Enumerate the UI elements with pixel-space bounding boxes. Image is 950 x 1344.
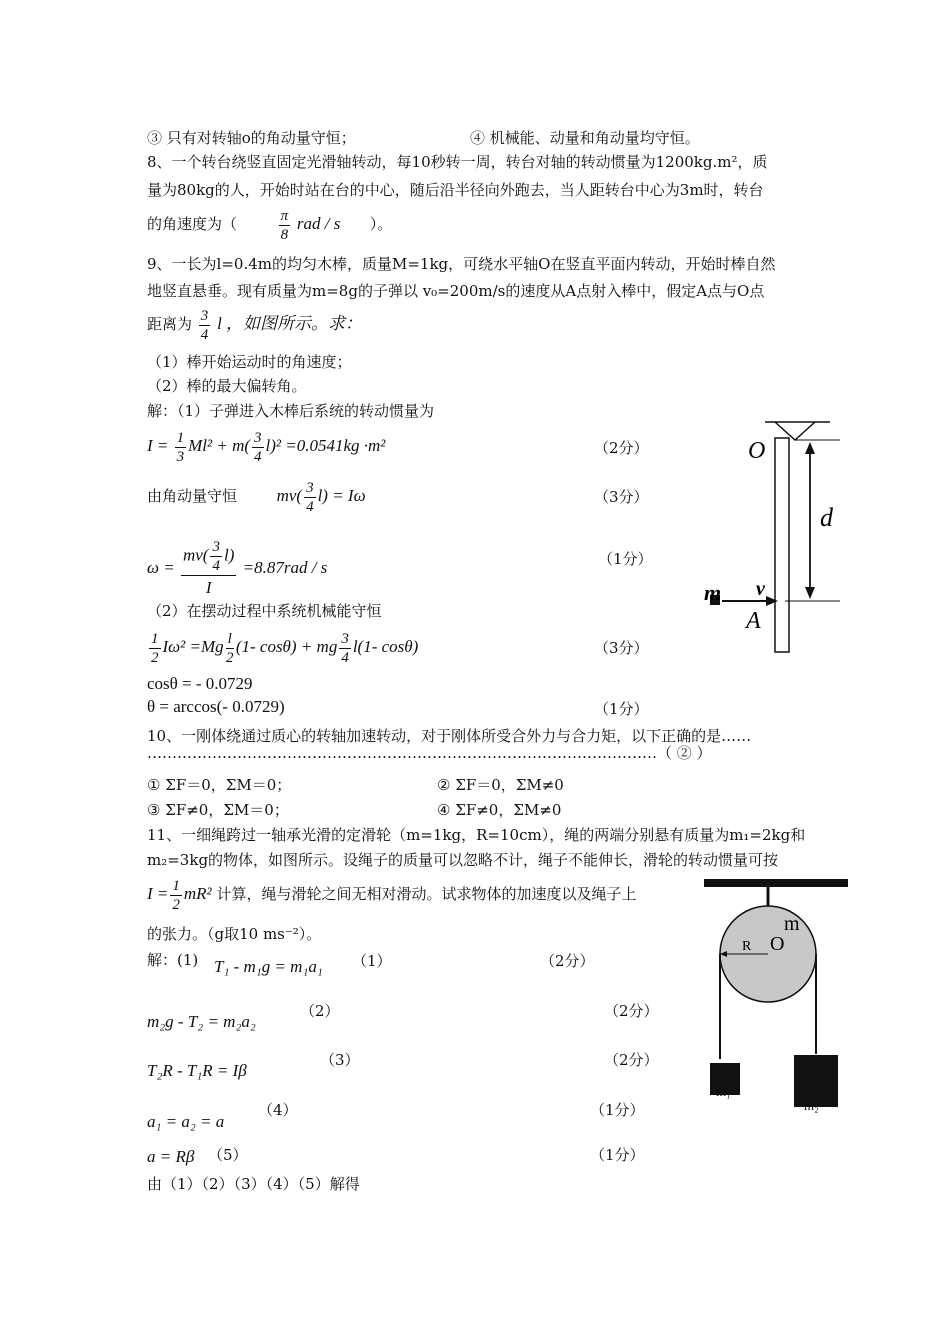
score-eq1: （2分） xyxy=(594,439,649,457)
score-q11-4: （1分） xyxy=(590,1101,645,1119)
eq-q11-3: T₂R - T₁R = Iβ xyxy=(147,1061,247,1080)
eq-q11-2: m₂g - T₂ = m₂a₂ xyxy=(147,1012,256,1031)
eq-q11-1: T₁ - m₁g = m₁a₁ xyxy=(214,957,323,976)
label-R: R xyxy=(742,939,752,954)
score-q11-3: （2分） xyxy=(604,1051,659,1069)
q10-option-1: ① ΣF＝0，ΣM＝0； xyxy=(147,776,292,794)
q10-option-3: ③ ΣF≠0，ΣM＝0； xyxy=(147,801,289,819)
q9-part-2-heading: （2）在摆动过程中系统机械能守恒 xyxy=(147,602,382,620)
label-m2: m₂ xyxy=(804,1098,819,1113)
label-O: O xyxy=(748,438,766,464)
eq-theta: θ = arccos(- 0.0729) xyxy=(147,697,285,716)
option-3-q7: ③ 只有对转轴o的角动量守恒； xyxy=(147,129,356,147)
eq-q11-5-number: （5） xyxy=(208,1146,248,1164)
score-eq2: （3分） xyxy=(594,488,649,506)
eq-energy-conservation: $\frac{1}{2}$ Iω² =Mg $\frac{l}{2}$ (1- cosθ) + mg $\frac{3}{4}$ l(1- cosθ) xyxy=(151,630,419,666)
label-m1: m₁ xyxy=(716,1084,731,1099)
score-eq3: （1分） xyxy=(598,550,653,568)
eq-angular-velocity: ω = mv( $\frac{3}{4}$ l) I =8.87rad / s xyxy=(147,539,328,598)
q9-line-2: 地竖直悬垂。现有质量为m=8g的子弹以 v₀=200m/s的速度从A点射入棒中，假定A点与O点 xyxy=(147,282,765,300)
q11-line-1: 11、一细绳跨过一轴承光滑的定滑轮（m=1kg，R=10cm），绳的两端分别悬有质量为m₁=2kg和 xyxy=(147,826,806,844)
q8-line-2: 量为80kg的人，开始时站在台的中心，随后沿半径向外跑去，当人距转台中心为3m时，转台 xyxy=(147,181,764,199)
arrow-head-up xyxy=(805,442,815,454)
ceiling-bar xyxy=(704,879,848,887)
arrow-head-down xyxy=(805,587,815,599)
eq-angular-momentum: 由角动量守恒 mv( $\frac{3}{4}$ l) = Iω xyxy=(147,479,366,515)
q9-solution-intro: 解：（1）子弹进入木棒后系统的转动惯量为 xyxy=(147,402,435,420)
q10-option-4: ④ ΣF≠0，ΣM≠0 xyxy=(437,801,562,819)
q11-line-2: m₂=3kg的物体，如图所示。设绳子的质量可以忽略不计，绳子不能伸长，滑轮的转动惯量可按 xyxy=(147,851,779,869)
label-A: A xyxy=(746,608,761,634)
q9-line-3: 距离为 $\frac{3}{4}$ l ，如图所示。求： xyxy=(147,307,363,343)
score-q11-5: （1分） xyxy=(590,1146,645,1164)
rod-bullet-figure xyxy=(700,412,850,662)
eq-q11-4: a₁ = a₂ = a xyxy=(147,1112,225,1131)
label-m: m xyxy=(704,580,722,605)
eq-q11-1-number: （1） xyxy=(352,952,392,970)
option-4-q7: ④ 机械能、动量和角动量均守恒。 xyxy=(470,129,700,147)
eq-q11-5: a = Rβ xyxy=(147,1147,195,1166)
score-eq4: （3分） xyxy=(594,639,649,657)
eq-cos-theta: cosθ = - 0.0729 xyxy=(147,674,253,693)
label-pulley-m: m xyxy=(784,913,800,935)
score-q11-2: （2分） xyxy=(604,1002,659,1020)
pulley-figure xyxy=(700,874,850,1114)
label-O-center: O xyxy=(770,933,785,955)
q10-option-2: ② ΣF＝0，ΣM≠0 xyxy=(437,776,564,794)
eq-moment-of-inertia: I = $\frac{1}{3}$ Ml² + m( $\frac{3}{4}$ l)² =0.0541kg ·m² xyxy=(147,429,386,465)
q8-line-3: 的角速度为（ $\frac{\pi}{8}$ rad / s ）。 xyxy=(147,207,393,243)
q11-solution-label: 解：(1) xyxy=(147,951,199,969)
q11-line-4: 的张力。（g取10 ms⁻²）。 xyxy=(147,925,322,943)
score-q11-1: （2分） xyxy=(540,952,595,970)
eq-q11-4-number: （4） xyxy=(258,1101,298,1119)
score-eq6: （1分） xyxy=(594,700,649,718)
q9-line-1: 9、一长为l=0.4m的均匀木棒，质量M=1kg，可绕水平轴O在竖直平面内转动，开始时棒自然 xyxy=(147,255,776,273)
q8-line-1: 8、一个转台绕竖直固定光滑轴转动，每10秒转一周，转台对轴的转动惯量为1200kg.m²，质 xyxy=(147,153,768,171)
q10-answer-line: …………………………………………………………………………………………（ ② ） xyxy=(147,744,712,762)
eq-q11-3-number: （3） xyxy=(320,1051,360,1069)
label-v: v xyxy=(756,578,765,600)
q10-stem: 10、一刚体绕通过质心的转轴加速转动，对于刚体所受合外力与合力矩，以下正确的是…… xyxy=(147,727,752,745)
q9-part-1: （1）棒开始运动时的角速度； xyxy=(147,353,352,371)
wooden-rod xyxy=(775,438,789,652)
eq-q11-2-number: （2） xyxy=(300,1002,340,1020)
q11-conclusion: 由（1）（2）（3）（4）（5）解得 xyxy=(147,1175,360,1193)
label-d: d xyxy=(820,503,833,532)
q11-line-3: I = $\frac{1}{2}$ mR² 计算，绳与滑轮之间无相对滑动。试求物体的加速度以及绳子上 xyxy=(147,877,637,913)
q9-part-2: （2）棒的最大偏转角。 xyxy=(147,377,307,395)
